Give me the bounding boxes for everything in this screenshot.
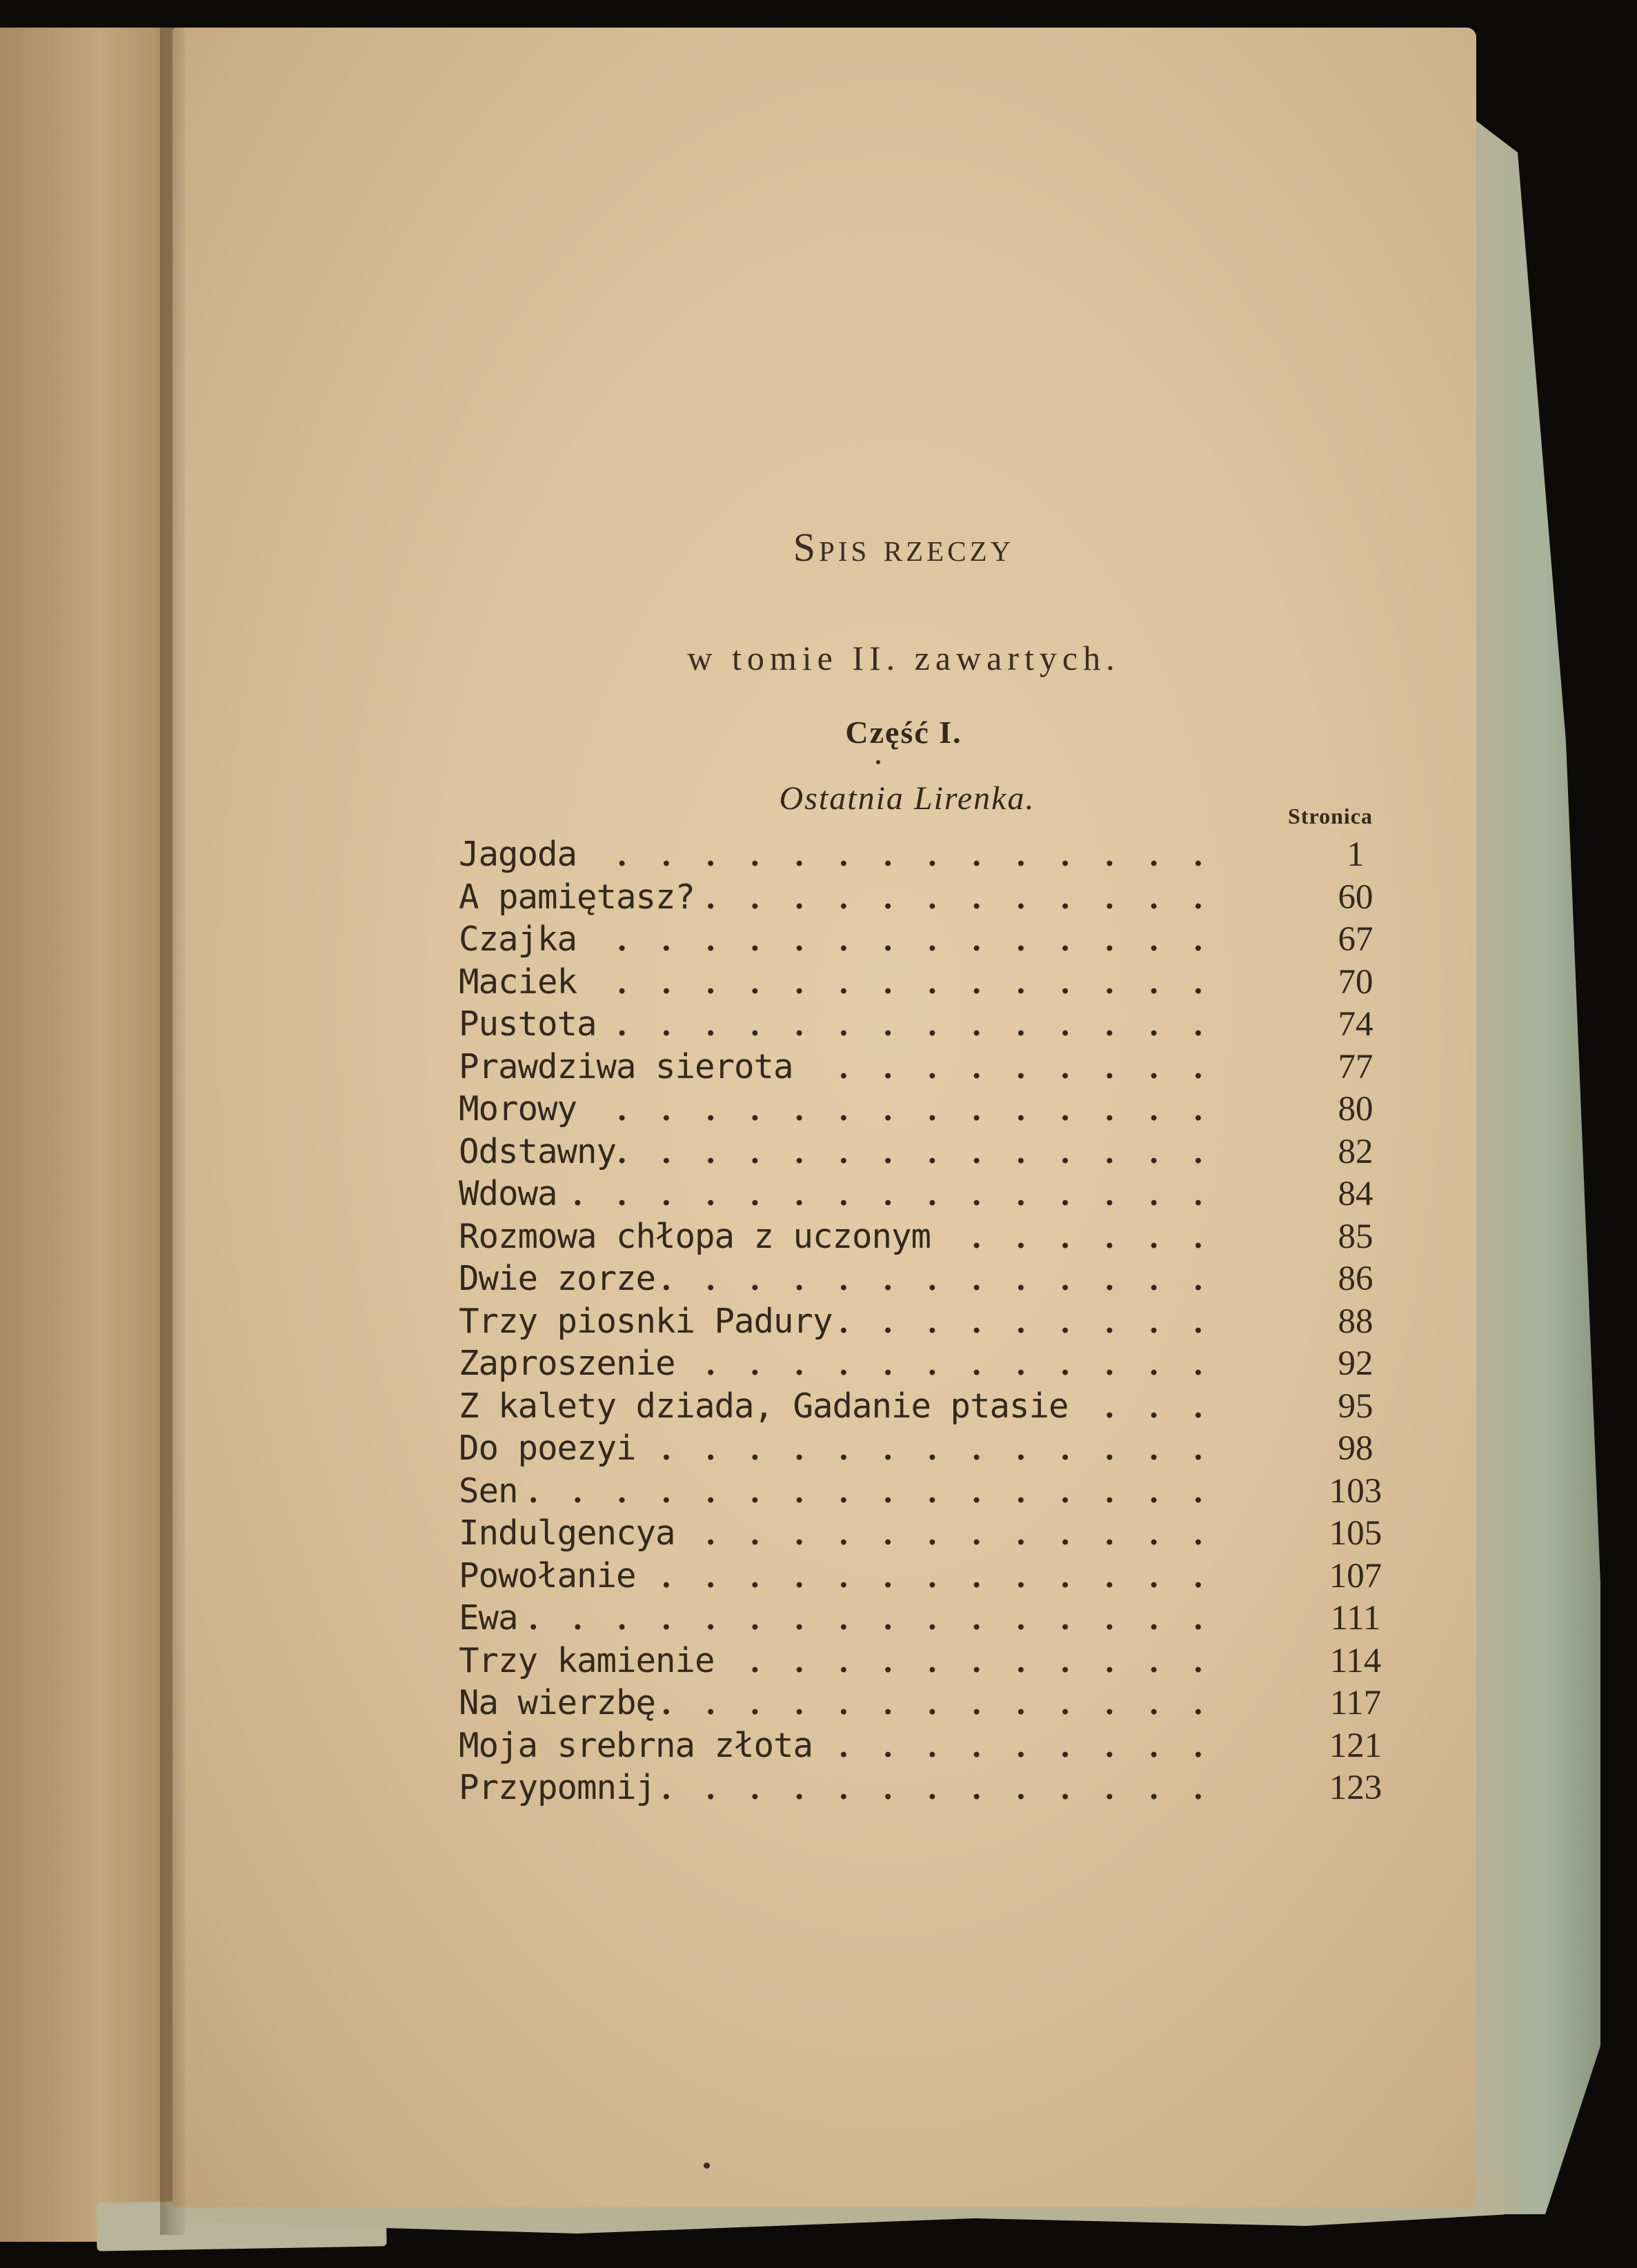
toc-entry-title: Pustota <box>459 1004 597 1044</box>
page-subtitle: w tomie II. zawartych. <box>687 639 1120 677</box>
toc-entry-page: 60 <box>1338 877 1373 917</box>
toc-leader-dots: .............. <box>617 1132 1238 1171</box>
toc-entry-page: 95 <box>1338 1386 1373 1426</box>
toc-row <box>459 877 1397 920</box>
page-content <box>172 28 1476 2207</box>
toc-row <box>459 1556 1397 1599</box>
toc-leader-dots: ............ <box>706 1344 1238 1382</box>
toc-leader-dots: .............. <box>617 962 1238 1001</box>
toc-leader-dots: ............ <box>706 877 1238 916</box>
toc-entry-page: 105 <box>1329 1514 1382 1553</box>
paper-speck <box>876 760 880 764</box>
toc-entry-page: 1 <box>1347 835 1365 874</box>
toc-row <box>459 1598 1397 1641</box>
toc-entry-page: 114 <box>1329 1641 1382 1680</box>
toc-leader-dots: ............. <box>662 1684 1238 1722</box>
toc-entry-title: Moja srebrna złota <box>459 1725 813 1765</box>
toc-row <box>459 1132 1397 1175</box>
toc-leader-dots: ............. <box>662 1260 1238 1297</box>
page-title: Spis rzeczy <box>793 525 1015 570</box>
toc-entry-page: 92 <box>1338 1344 1373 1383</box>
book-page <box>172 28 1476 2207</box>
toc-leader-dots: ............. <box>662 1769 1238 1807</box>
section-heading: Ostatnia Lirenka. <box>779 780 1035 817</box>
toc-row <box>459 1683 1397 1726</box>
toc-entry-page: 86 <box>1338 1260 1373 1298</box>
toc-row <box>459 1429 1397 1471</box>
toc-entry-title: Prawdziwa sierota <box>459 1046 793 1086</box>
toc-leader-dots: .............. <box>617 920 1238 958</box>
toc-entry-title: A pamiętasz? <box>459 877 695 917</box>
toc-entry-page: 107 <box>1329 1556 1382 1595</box>
toc-entry-page: 67 <box>1338 920 1373 959</box>
toc-entry-title: Wdowa <box>459 1174 557 1213</box>
toc-entry-page: 85 <box>1338 1217 1373 1256</box>
toc-entry-title: Trzy kamienie <box>459 1640 715 1680</box>
toc-leader-dots: ............ <box>706 1514 1238 1552</box>
toc-row <box>459 835 1397 877</box>
toc-row <box>459 919 1397 962</box>
toc-leader-dots: .............. <box>617 1090 1238 1128</box>
toc-entry-title: Jagoda <box>459 835 577 874</box>
toc-entry-page: 103 <box>1329 1471 1382 1511</box>
toc-leader-dots: ................ <box>529 1599 1238 1637</box>
toc-entry-title: Do poezyi <box>459 1429 636 1468</box>
part-heading: Część I. <box>845 715 962 750</box>
toc-entry-title: Przypomnij <box>459 1768 656 1807</box>
toc-entry-title: Morowy <box>459 1089 577 1128</box>
toc-entry-title: Maciek <box>459 962 577 1002</box>
toc-leader-dots: ......... <box>839 1302 1238 1340</box>
toc-row <box>459 1217 1397 1260</box>
toc-entry-title: Trzy piosnki Padury <box>459 1301 833 1341</box>
toc-leader-dots: ................ <box>529 1471 1238 1510</box>
toc-row <box>459 1004 1397 1047</box>
toc-entry-page: 84 <box>1338 1175 1373 1213</box>
toc-entry-title: Indulgencya <box>459 1513 675 1553</box>
page-column-label: Stronica <box>1288 804 1373 828</box>
toc-leader-dots: ......... <box>839 1047 1238 1086</box>
toc-entry-page: 117 <box>1329 1684 1382 1722</box>
toc-entry-title: Dwie zorze <box>459 1259 656 1298</box>
toc-entry-page: 123 <box>1329 1769 1382 1807</box>
toc-entry-title: Odstawny <box>459 1131 617 1171</box>
toc-leader-dots: ........... <box>751 1641 1238 1680</box>
toc-row <box>459 1513 1397 1556</box>
toc-row <box>459 1259 1397 1302</box>
toc-entry-page: 88 <box>1338 1302 1373 1341</box>
toc-row <box>459 1641 1397 1684</box>
toc-leader-dots: .............. <box>617 835 1238 873</box>
book-cover-edge <box>1462 110 1600 2214</box>
book-gutter-shadow <box>160 28 185 2235</box>
toc-entry-page: 70 <box>1338 962 1373 1002</box>
paper-speck <box>704 2162 710 2169</box>
toc-row <box>459 962 1397 1005</box>
left-page-edge <box>0 28 181 2242</box>
toc-leader-dots: ...... <box>972 1217 1238 1255</box>
toc-entry-title: Zaproszenie <box>459 1344 675 1383</box>
toc-row <box>459 1471 1397 1514</box>
toc-entry-page: 77 <box>1338 1047 1373 1086</box>
toc-row <box>459 1302 1397 1344</box>
toc-leader-dots: .............. <box>617 1005 1238 1043</box>
toc-entry-title: Na wierzbę <box>459 1683 656 1722</box>
toc-row <box>459 1344 1397 1386</box>
toc-row <box>459 1047 1397 1090</box>
toc-leader-dots: ......... <box>839 1726 1238 1764</box>
toc-entry-title: Czajka <box>459 919 577 959</box>
toc-row <box>459 1768 1397 1811</box>
toc-entry-page: 98 <box>1338 1429 1373 1468</box>
toc-entry-title: Sen <box>459 1471 518 1511</box>
toc-entry-page: 111 <box>1330 1599 1381 1638</box>
toc-leader-dots: ............... <box>573 1175 1238 1213</box>
toc-leader-dots: ... <box>1105 1386 1238 1425</box>
toc-row <box>459 1386 1397 1429</box>
toc-leader-dots: ............. <box>662 1429 1238 1467</box>
toc-entry-title: Ewa <box>459 1598 518 1638</box>
toc-entry-title: Rozmowa chłopa z uczonym <box>459 1216 931 1256</box>
table-of-contents <box>459 835 1397 1811</box>
toc-entry-title: Z kalety dziada, Gadanie ptasie <box>459 1386 1069 1426</box>
toc-entry-page: 121 <box>1329 1726 1382 1765</box>
toc-row <box>459 1726 1397 1769</box>
toc-entry-page: 82 <box>1338 1132 1373 1171</box>
toc-entry-page: 80 <box>1338 1090 1373 1128</box>
toc-row <box>459 1174 1397 1217</box>
toc-entry-page: 74 <box>1338 1005 1373 1044</box>
toc-entry-title: Powołanie <box>459 1555 636 1595</box>
toc-row <box>459 1089 1397 1132</box>
toc-leader-dots: ............. <box>662 1556 1238 1595</box>
